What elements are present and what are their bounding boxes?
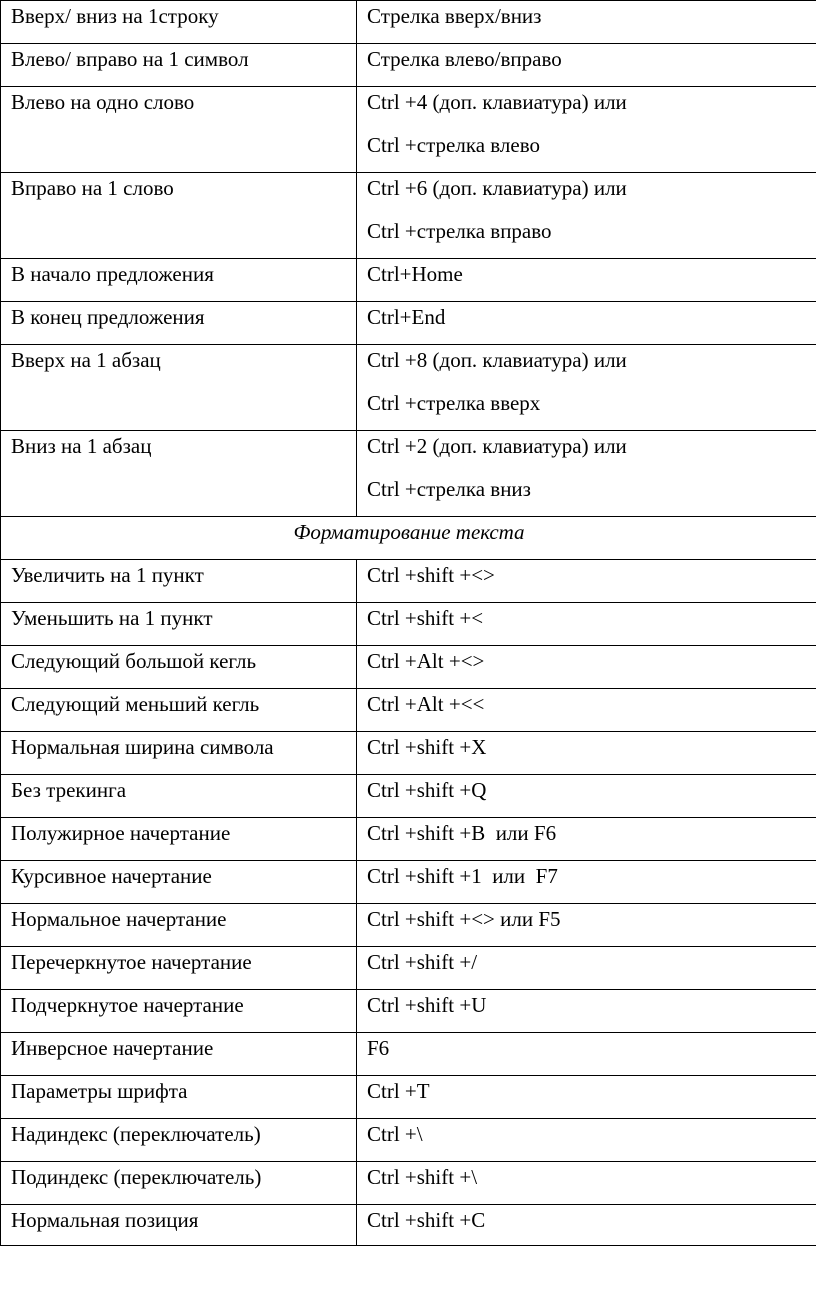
table-row [1,1119,816,1162]
action-cell: Нормальная ширина символа [1,732,357,775]
action-cell: Влево/ вправо на 1 символ [1,44,357,87]
keys-cell [357,345,816,431]
table-row [1,1205,816,1246]
table-row [1,947,816,990]
table-row [1,646,816,689]
action-cell: Вверх на 1 абзац [1,345,357,431]
keys-cell: Ctrl +shift +U [357,990,816,1033]
table-row [1,1033,816,1076]
keys-cell: Ctrl +shift +C [357,1205,816,1246]
table-row [1,259,816,302]
table-row [1,44,816,87]
keys-cell: Ctrl +shift +<> [357,560,816,603]
table-row [1,1,816,44]
keys-cell: Стрелка вверх/вниз [357,1,816,44]
table-row [1,904,816,947]
table-row [1,302,816,345]
action-cell: Следующий меньший кегль [1,689,357,732]
table-row [1,603,816,646]
keys-cell: Ctrl +shift +< [357,603,816,646]
action-cell: Инверсное начертание [1,1033,357,1076]
table-row [1,818,816,861]
keys-line-1: Ctrl +4 (доп. клавиатура) или [367,90,627,114]
action-cell: Вправо на 1 слово [1,173,357,259]
table-row [1,560,816,603]
action-cell: Уменьшить на 1 пункт [1,603,357,646]
keys-cell: Стрелка влево/вправо [357,44,816,87]
keys-cell: F6 [357,1033,816,1076]
keys-line-1: Ctrl +8 (доп. клавиатура) или [367,348,627,372]
keys-cell: Ctrl +Alt +<< [357,689,816,732]
keys-cell [357,431,816,517]
keys-cell: Ctrl +shift +<> или F5 [357,904,816,947]
action-cell: В начало предложения [1,259,357,302]
keys-cell: Ctrl +shift +B или F6 [357,818,816,861]
keys-cell: Ctrl +Alt +<> [357,646,816,689]
keys-cell: Ctrl+End [357,302,816,345]
action-cell: В конец предложения [1,302,357,345]
action-cell: Увеличить на 1 пункт [1,560,357,603]
keys-cell: Ctrl +shift +X [357,732,816,775]
keys-cell: Ctrl +\ [357,1119,816,1162]
keys-line-2: Ctrl +стрелка вверх [367,391,541,415]
table-row [1,775,816,818]
table-row [1,431,816,517]
table-row [1,345,816,431]
section-title: Форматирование текста [1,517,816,560]
keys-line-2: Ctrl +стрелка вниз [367,477,531,501]
table-row [1,689,816,732]
table-row [1,87,816,173]
keys-line-1: Ctrl +2 (доп. клавиатура) или [367,434,627,458]
keys-cell: Ctrl+Home [357,259,816,302]
keys-cell [357,87,816,173]
keys-cell: Ctrl +shift +\ [357,1162,816,1205]
keys-line-2: Ctrl +стрелка вправо [367,219,552,243]
keys-cell [357,173,816,259]
action-cell: Вниз на 1 абзац [1,431,357,517]
keys-line-1: Ctrl +6 (доп. клавиатура) или [367,176,627,200]
keys-cell: Ctrl +T [357,1076,816,1119]
keys-cell: Ctrl +shift +Q [357,775,816,818]
table-row [1,861,816,904]
section-header-row [1,517,816,560]
action-cell: Без трекинга [1,775,357,818]
table-row [1,173,816,259]
keys-line-2: Ctrl +стрелка влево [367,133,540,157]
action-cell: Подиндекс (переключатель) [1,1162,357,1205]
action-cell: Вверх/ вниз на 1строку [1,1,357,44]
table-row [1,1162,816,1205]
action-cell: Курсивное начертание [1,861,357,904]
keys-cell: Ctrl +shift +1 или F7 [357,861,816,904]
action-cell: Подчеркнутое начертание [1,990,357,1033]
action-cell: Полужирное начертание [1,818,357,861]
table-row [1,732,816,775]
table-row [1,1076,816,1119]
action-cell: Следующий большой кегль [1,646,357,689]
table-row [1,990,816,1033]
action-cell: Нормальная позиция [1,1205,357,1246]
action-cell: Параметры шрифта [1,1076,357,1119]
action-cell: Нормальное начертание [1,904,357,947]
shortcuts-table-body [1,1,816,1246]
action-cell: Перечеркнутое начертание [1,947,357,990]
keys-cell: Ctrl +shift +/ [357,947,816,990]
action-cell: Влево на одно слово [1,87,357,173]
action-cell: Надиндекс (переключатель) [1,1119,357,1162]
